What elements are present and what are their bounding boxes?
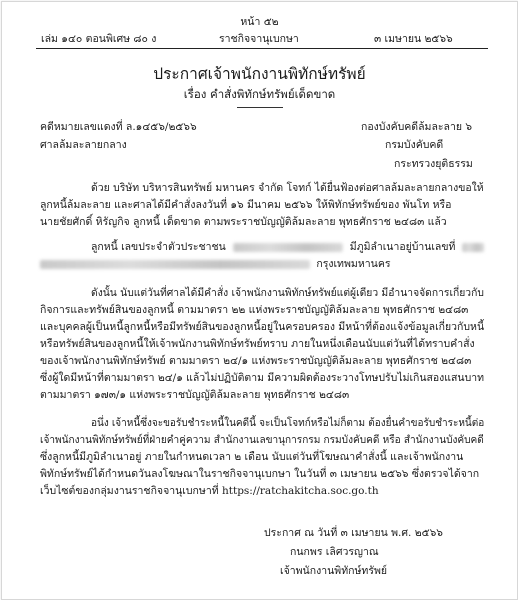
debtor-city: กรุงเทพมหานคร bbox=[316, 258, 391, 270]
publication-name: ราชกิจจานุเบกษา bbox=[219, 33, 299, 45]
redacted-address bbox=[40, 260, 310, 269]
body2-line-4: พิทักษ์ทรัพย์ได้กำหนดวันลงโฆษณาในราชกิจจานุเบกษา ในวันที่ ๓ เมษายน ๒๕๖๖ ซึ่งตรวจได้จาก bbox=[40, 468, 480, 480]
court-name: ศาลล้มละลายกลาง bbox=[40, 139, 127, 151]
intro-line-2: ลูกหนี้ล้มละลาย และศาลได้มีคำสั่งลงวันที่ ๑๖ มีนาคม ๒๕๖๖ ให้พิทักษ์ทรัพย์ของ พันโท หรือ bbox=[40, 199, 452, 211]
body2-line-5: เว็บไซต์ของกลุ่มงานราชกิจจานุเบกษาที่ https://ratchakitcha.soc.go.th bbox=[40, 485, 379, 497]
signer-position: เจ้าพนักงานพิทักษ์ทรัพย์ bbox=[280, 565, 388, 577]
announcement-subject: เรื่อง คำสั่งพิทักษ์ทรัพย์เด็ดขาด bbox=[183, 87, 336, 101]
gazette-page bbox=[1, 1, 518, 600]
body1-line-5: ของเจ้าพนักงานพิทักษ์ทรัพย์ ตามมาตรา ๒๔/๑ แห่งพระราชบัญญัติล้มละลาย พุทธศักราช ๒๔๘๓ bbox=[40, 355, 472, 367]
body1-line-1: ดังนั้น นับแต่วันที่ศาลได้มีคำสั่ง เจ้าพนักงานพิทักษ์ทรัพย์แต่ผู้เดียว มีอำนาจจัดการเกี่ยวกับ bbox=[91, 287, 484, 299]
announcement-date: ประกาศ ณ วันที่ ๓ เมษายน พ.ศ. ๒๕๖๖ bbox=[264, 527, 443, 539]
volume-info: เล่ม ๑๔๐ ตอนพิเศษ ๘๐ ง bbox=[41, 33, 157, 45]
page-number: หน้า ๕๒ bbox=[240, 16, 279, 28]
body2-line-3: ซึ่งลูกหนี้มีภูมิลำเนาอยู่ ภายในกำหนดเวลา ๒ เดือน นับแต่วันที่โฆษณาคำสั่งนี้ และเจ้าพนักงาน bbox=[40, 451, 464, 463]
body1-line-3: และบุคคลผู้เป็นหนี้ลูกหนี้หรือมีทรัพย์สินของลูกหนี้อยู่ในครอบครอง มีหน้าที่ต้องแจ้งข้อมูลเกี่ยวกับหนี้ bbox=[40, 321, 485, 333]
publication-date: ๓ เมษายน ๒๕๖๖ bbox=[374, 33, 453, 45]
body1-line-6: ซึ่งผู้ใดมีหน้าที่ตามมาตรา ๒๔/๑ แล้วไม่ปฏิบัติตาม มีความผิดต้องระวางโทษปรับไม่เกินสองแสนบาท bbox=[40, 372, 484, 384]
case-number: คดีหมายเลขแดงที่ ล.๑๔๕๖/๒๕๖๖ bbox=[40, 121, 197, 133]
department-name: กรมบังคับคดี bbox=[385, 139, 444, 151]
announcement-title: ประกาศเจ้าพนักงานพิทักษ์ทรัพย์ bbox=[153, 65, 366, 83]
header-rule bbox=[36, 48, 488, 49]
intro-line-1: ด้วย บริษัท บริหารสินทรัพย์ มหานคร จำกัด โจทก์ ได้ยื่นฟ้องต่อศาลล้มละลายกลางขอให้ bbox=[91, 182, 484, 194]
debtor-address-label: มีภูมิลำเนาอยู่บ้านเลขที่ bbox=[349, 241, 456, 253]
debtor-address-line bbox=[40, 256, 390, 273]
body1-line-7: ตามมาตรา ๑๗๓/๑ แห่งพระราชบัญญัติล้มละลาย พุทธศักราช ๒๔๘๓ bbox=[40, 389, 350, 401]
debtor-id-label: ลูกหนี้ เลขประจำตัวประชาชน bbox=[91, 241, 226, 253]
ministry-name: กระทรวงยุติธรรม bbox=[394, 158, 473, 170]
enforcement-division: กองบังคับคดีล้มละลาย ๖ bbox=[361, 121, 473, 133]
body1-line-2: กิจการและทรัพย์สินของลูกหนี้ ตามมาตรา ๒๒ แห่งพระราชบัญญัติล้มละลาย พุทธศักราช ๒๔๘๓ bbox=[40, 304, 469, 316]
body2-line-1: อนึ่ง เจ้าหนี้ซึ่งจะขอรับชำระหนี้ในคดีนี้ จะเป็นโจทก์หรือไม่ก็ตาม ต้องยื่นคำขอรับชำระหนี้ต่อ bbox=[91, 417, 485, 429]
intro-line-3: นายชัยศักดิ์ หิรัญกิจ ลูกหนี้ เด็ดขาด ตามพระราชบัญญัติล้มละลาย พุทธศักราช ๒๔๘๓ แล้ว bbox=[40, 216, 447, 228]
body1-line-4: หรือทรัพย์สินของลูกหนี้ให้เจ้าพนักงานพิทักษ์ทรัพย์ทราบ ภายในหนึ่งเดือนนับแต่วันที่ได้ทราบคำสั่ง bbox=[40, 338, 475, 350]
redacted-id-number bbox=[233, 243, 342, 252]
signer-name: กนกพร เลิศวรญาณ bbox=[290, 546, 379, 558]
title-divider bbox=[237, 107, 283, 108]
redacted-house-number bbox=[462, 243, 484, 252]
debtor-id-line bbox=[91, 239, 484, 256]
body2-line-2: เจ้าพนักงานพิทักษ์ทรัพย์ที่ฝ่ายคำคู่ความ สำนักงานเลขานุการกรม กรมบังคับคดี หรือ สำนักงานบังคับคดี bbox=[40, 434, 484, 446]
